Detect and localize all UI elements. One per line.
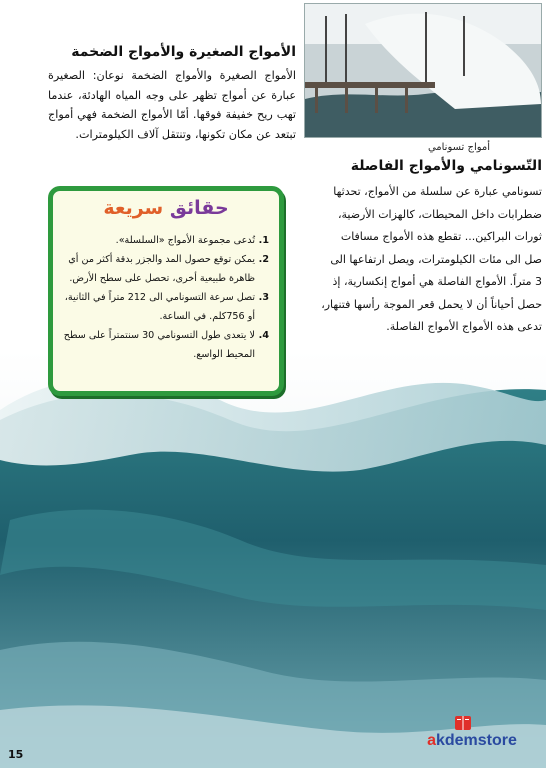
tsunami-body-line: صل الى مئات الكيلومترات، ويصل ارتفاعها الى (330, 252, 542, 266)
tsunami-body-line: 3 متراً. الأمواج الفاصلة هي أمواج إنكسارية، إذ (332, 275, 542, 288)
section-tsunami-title: التّسونامي والأمواج الفاصلة (350, 158, 542, 174)
quick-fact-number: 3. (258, 292, 269, 303)
section-tsunami-body (304, 181, 542, 339)
akdemstore-logo (412, 714, 532, 754)
logo-letter: a (427, 732, 436, 749)
tsunami-body-line: ثورات البراكين... تقطع هذه الأمواج مسافات (340, 230, 542, 243)
quick-fact-text: تصل سرعة التسونامي الى 212 متراً في الثانية، أو 756كلم. في الساعة. (64, 292, 255, 322)
quick-facts-box (48, 186, 284, 396)
quick-facts-title-word1: حقائق (169, 197, 229, 219)
tsunami-photo (304, 3, 542, 138)
quick-fact-number: 4. (258, 330, 269, 341)
quick-fact-number: 1. (258, 235, 269, 246)
quick-fact-item (63, 250, 269, 288)
quick-facts-title-word2: سريعة (103, 197, 164, 219)
quick-fact-number: 2. (258, 254, 269, 265)
tsunami-body-line: تسونامي عبارة عن سلسلة من الأمواج، تحدثها (333, 185, 542, 198)
logo-text: kdemstore (435, 732, 517, 749)
tsunami-body-line: ضطرابات داخل المحيطات، كالهزات الأرضية، (337, 207, 542, 221)
quick-facts-title (53, 197, 279, 219)
quick-fact-text: تُدعى مجموعة الأمواج «السلسلة». (115, 235, 255, 246)
quick-fact-item (63, 288, 269, 326)
quick-fact-item (63, 231, 269, 250)
tsunami-body-line: حصل أحياناً أن لا يحمل قعر الموجة رأسها فتنهار، (321, 297, 542, 311)
photo-caption: أمواج تسونامي (427, 142, 491, 153)
tsunami-body-line: تدعى هذه الأمواج الأمواج الفاصلة. (386, 320, 542, 333)
quick-fact-text: يمكن توقع حصول المد والجزر بدقة أكثر من أي ظاهرة طبيعية أخرى، تحصل على سطح الأرض. (68, 254, 255, 284)
quick-fact-item (63, 326, 269, 364)
quick-facts-list (63, 231, 269, 364)
ocean-wave-image (0, 350, 546, 768)
section-small-big-waves-body: الأمواج الصغيرة والأمواج الضخمة نوعان: الصغيرة عبارة عن أمواج تظهر على وجه المياه الهادئة، عندما تهب ريح خفيفة فوقها. أمّا الأمواج الضخمة فهي أمواج تبتعد عن مكان تكونها، وتنتقل آلاف الكيلومترات. (48, 69, 296, 141)
page-number: 15 (8, 748, 24, 761)
logo-wordmark (412, 732, 532, 750)
section-small-big-waves-title: الأمواج الصغيرة والأمواج الضخمة (71, 44, 296, 60)
quick-fact-text: لا يتعدى طول التسونامي 30 سنتمتراً على سطح المحيط الواسع. (63, 330, 255, 360)
book-icon (454, 714, 472, 732)
